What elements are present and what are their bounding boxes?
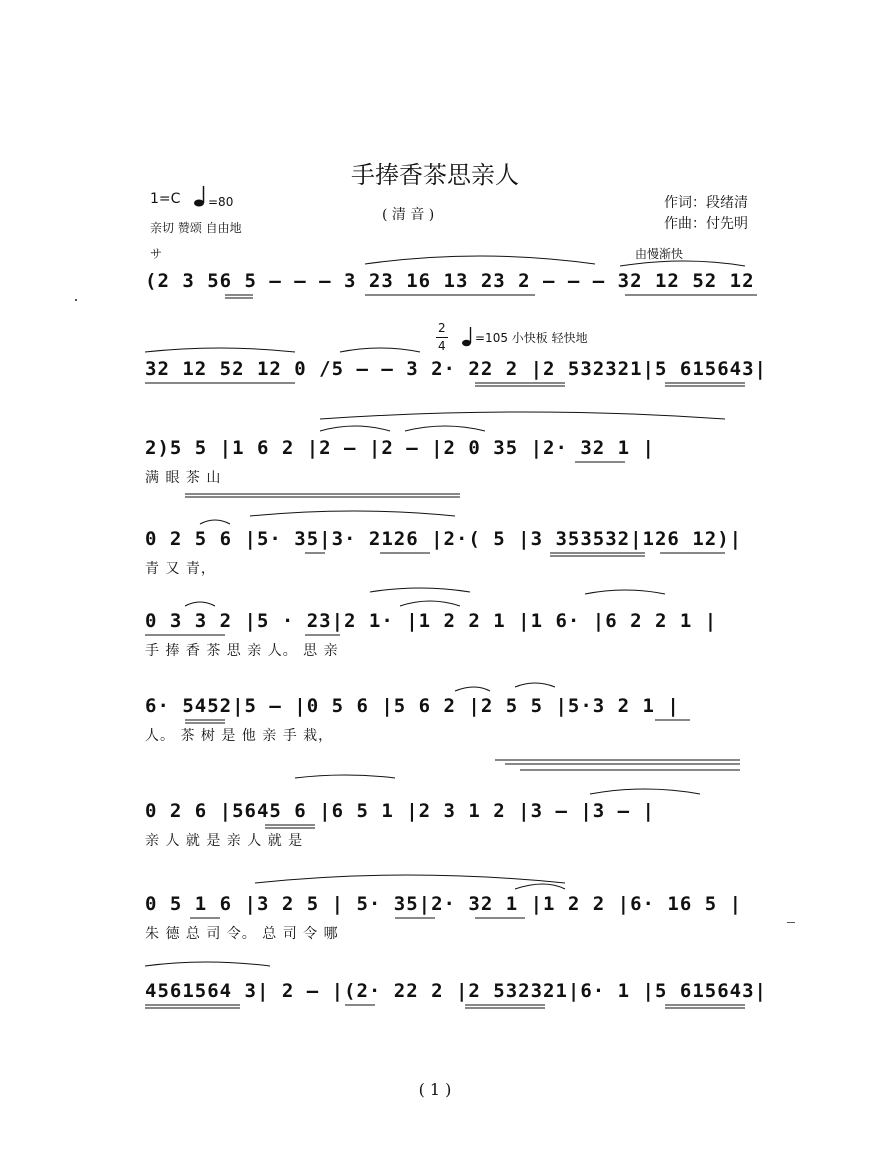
notation-line: 0 2 6 |5645 6 |6 5 1 |2 3 1 2 |3 – |3 – |	[145, 800, 655, 822]
time-signature-bottom: 4	[438, 339, 446, 353]
lyrics-line: 朱 德 总 司 令。 总 司 令 哪	[145, 926, 339, 942]
time-signature-line	[436, 337, 448, 338]
quarter-note-icon	[462, 326, 474, 348]
score-line-8	[145, 893, 757, 942]
composer-credit: 作曲：付先明	[664, 216, 748, 232]
tempo-mark: =80	[208, 195, 234, 209]
expression-mark: 亲切 赞颂 自由地	[150, 221, 242, 235]
key-signature: 1=C	[150, 191, 181, 207]
voice-type: ( 清 音 )	[382, 207, 435, 223]
score-line-7	[145, 800, 757, 849]
notation-line: 0 2 5 6 |5· 35|3· 2126 |2·( 5 |3 353532|126 12)|	[145, 528, 743, 550]
score-line-5	[145, 610, 757, 659]
notation-line: 6· 5452|5 – |0 5 6 |5 6 2 |2 5 5 |5·3 2 1 |	[145, 695, 680, 717]
notation-line: 0 3 3 2 |5 · 23|2 1· |1 2 2 1 |1 6· |6 2 2 1 |	[145, 610, 718, 632]
quarter-note-icon	[194, 184, 208, 208]
underline-beams	[145, 437, 757, 507]
notation-line: 4561564 3| 2 – |(2· 22 2 |2 532321|6· 1 |5 615643|	[145, 980, 767, 1002]
lyrics-line: 亲 人 就 是 亲 人 就 是	[145, 833, 304, 849]
score-line-1	[145, 270, 757, 310]
notation-line: 0 5 1 6 |3 2 5 | 5· 35|2· 32 1 |1 2 2 |6· 16 5 |	[145, 893, 743, 915]
tempo-mark-2: =105 小快板 轻快地	[475, 331, 588, 345]
underline-beams	[145, 800, 757, 840]
underline-beams	[145, 358, 757, 398]
notation-line: 32 12 52 12 0 ∕5 – – 3 2· 22 2 |2 532321|5 615643|	[145, 358, 767, 380]
underline-beams	[145, 528, 757, 568]
underline-beams	[145, 893, 757, 933]
score-line-2	[145, 358, 767, 398]
lyrics-line: 手 捧 香 茶 思 亲 人。 思 亲	[145, 643, 339, 659]
underline-beams	[145, 270, 757, 310]
song-title: 手捧香茶思亲人	[351, 161, 519, 189]
notation-line: (2 3 56 5 – – – 3 23 16 13 23 2 – – – 32 12 52 12	[145, 270, 755, 292]
time-signature-top: 2	[438, 321, 446, 335]
lyricist-credit: 作词：段绪清	[664, 195, 748, 211]
scan-speck	[75, 299, 77, 301]
underline-beams	[145, 610, 757, 650]
lyrics-line: 人。 茶 树 是 他 亲 手 栽，	[145, 728, 334, 744]
tempo-change-mark: 由慢渐快	[635, 247, 684, 261]
lyrics-line: 满 眼 茶 山	[145, 470, 222, 486]
underline-beams	[145, 695, 757, 735]
score-line-4	[145, 528, 757, 577]
free-meter-symbol: サ	[150, 247, 163, 261]
lyrics-line: 青 又 青，	[145, 561, 216, 577]
score-line-9	[145, 980, 767, 1020]
scan-speck	[787, 922, 795, 923]
underline-beams	[145, 980, 757, 1020]
page-number: ( 1 )	[418, 1080, 452, 1099]
score-line-6	[145, 695, 757, 744]
score-line-3	[145, 437, 757, 486]
notation-line: 2)5 5 |1 6 2 |2 – |2 – |2 0 35 |2· 32 1 |	[145, 437, 655, 459]
